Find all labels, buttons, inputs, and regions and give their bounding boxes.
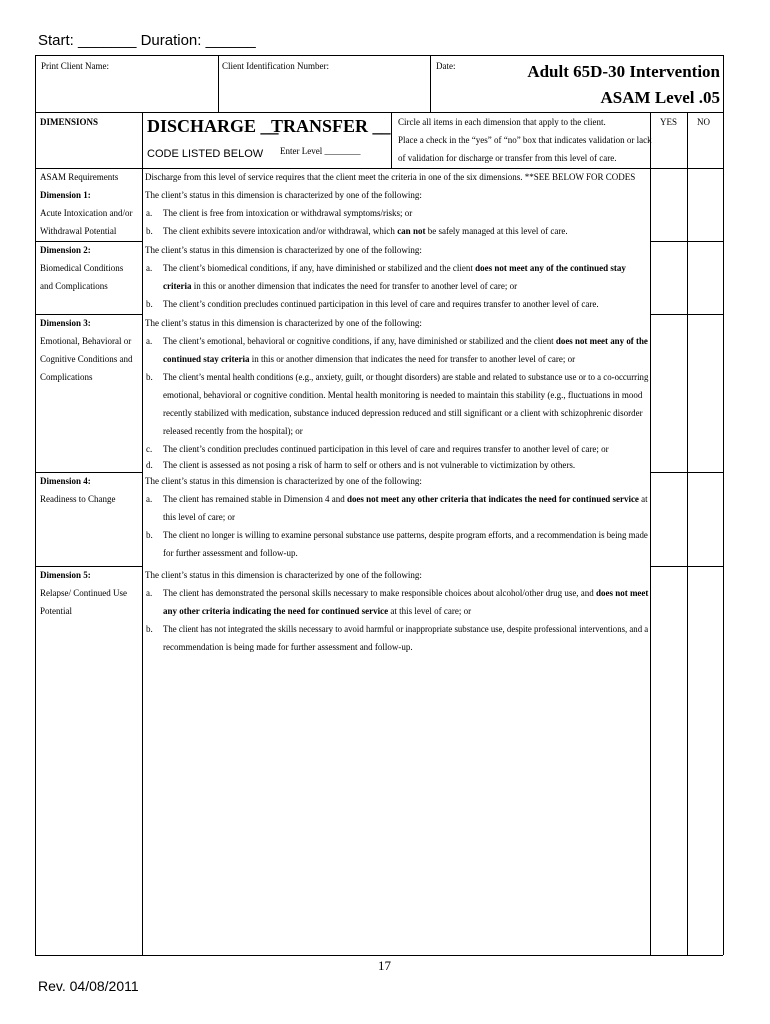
dimension-4-item-a[interactable]: The client has remained stable in Dimension 4 and does not meet any other criteria that indicates the need for continued service at [163, 494, 648, 504]
dimension-3-title: Dimension 3: [40, 318, 91, 328]
dimension-3-intro: The client’s status in this dimension is characterized by one of the following: [145, 318, 422, 328]
dimension-1-intro: The client’s status in this dimension is characterized by one of the following: [145, 190, 422, 200]
dimension-5-title: Dimension 5: [40, 570, 91, 580]
discharge-header: DISCHARGE __ [147, 116, 279, 136]
dimension-5-item-a[interactable]: The client has demonstrated the personal skills necessary to make responsible choices about alcohol/other drug use, and does not meet [163, 588, 649, 598]
dimension-3-item-a[interactable]: The client’s emotional, behavioral or cognitive conditions, if any, have diminished or stabilized and the client does not meet any of the [163, 336, 648, 346]
dimension-1-item-b[interactable]: The client exhibits severe intoxication and/or withdrawal, which can not be safely managed at this level of care. [163, 226, 568, 236]
item-marker: a. [146, 208, 153, 218]
dimension-3-item-d[interactable]: The client is assessed as not posing a risk of harm to self or others and is not vulnerable to victimization by others. [163, 460, 576, 470]
enter-level-field[interactable]: Enter Level ________ [280, 146, 361, 156]
item-marker: a. [146, 588, 153, 598]
item-marker: d. [146, 460, 153, 470]
item-marker: b. [146, 299, 153, 309]
dimension-5-subtitle: Relapse/ Continued Use [40, 588, 127, 598]
date-label: Date: [436, 61, 456, 71]
dimension-5-item-a-cont[interactable]: any other criteria indicating the need for continued service at this level of care; or [163, 606, 472, 616]
item-marker: a. [146, 494, 153, 504]
page-number: 17 [378, 958, 391, 973]
print-client-name-label: Print Client Name: [41, 61, 109, 71]
dimension-1-title: Dimension 1: [40, 190, 91, 200]
dimension-3-subtitle: Emotional, Behavioral or [40, 336, 132, 346]
dimension-3-subtitle-2: Cognitive Conditions and [40, 354, 133, 364]
dimension-2-title: Dimension 2: [40, 245, 91, 255]
form-title: Adult 65D-30 Intervention [527, 62, 720, 81]
asam-requirements-text: Discharge from this level of service requires that the client meet the criteria in one of the six dimensions. **SEE BELOW FOR CODES [145, 172, 636, 182]
item-marker: b. [146, 226, 153, 236]
client-id-label: Client Identification Number: [222, 61, 329, 71]
dimension-4-item-a-cont[interactable]: this level of care; or [163, 512, 235, 522]
dimension-5-item-b-cont[interactable]: recommendation is being made for further assessment and follow-up. [163, 642, 413, 652]
dimension-5-item-b[interactable]: The client has not integrated the skills necessary to avoid harmful or inappropriate substance use, despite professional interventions, and a [163, 624, 649, 634]
start-duration-line: Start: _______ Duration: ______ [38, 32, 256, 49]
dimension-1-subtitle-2: Withdrawal Potential [40, 226, 117, 236]
dimension-5-intro: The client’s status in this dimension is characterized by one of the following: [145, 570, 422, 580]
dimension-3-item-b[interactable]: The client’s mental health conditions (e.g., anxiety, guilt, or thought disorders) are stable and related to substance use or to a co-occurring [163, 372, 649, 382]
form-subtitle: ASAM Level .05 [600, 88, 720, 107]
dimension-5-subtitle-2: Potential [40, 606, 72, 616]
item-marker: a. [146, 263, 153, 273]
code-listed-below: CODE LISTED BELOW [147, 148, 264, 160]
no-column-header: NO [697, 117, 710, 127]
dimension-3-item-c[interactable]: The client’s condition precludes continued participation in this level of care and requires transfer to another level of care; or [163, 444, 609, 454]
dimension-4-item-b-cont[interactable]: for further assessment and follow-up. [163, 548, 298, 558]
item-marker: b. [146, 530, 153, 540]
dimension-4-item-b[interactable]: The client no longer is willing to examine personal substance use patterns, despite program efforts, and a recommendation is being made [163, 530, 648, 540]
transfer-header: TRANSFER __ [271, 116, 391, 136]
dimension-3-item-a-cont[interactable]: continued stay criteria in this or another dimension that indicates the need for transfer to another level of care; or [163, 354, 576, 364]
instructions-line1: Circle all items in each dimension that apply to the client. [398, 117, 606, 127]
dimension-2-item-b[interactable]: The client’s condition precludes continued participation in this level of care and requires transfer to another level of care. [163, 299, 599, 309]
dimension-2-intro: The client’s status in this dimension is characterized by one of the following: [145, 245, 422, 255]
dimension-1-item-a[interactable]: The client is free from intoxication or withdrawal symptoms/risks; or [163, 208, 413, 218]
dimension-2-item-a-cont[interactable]: criteria in this or another dimension that indicates the need for transfer to another level of care; or [163, 281, 518, 291]
instructions-line2: Place a check in the “yes” of “no” box that indicates validation or lack [398, 135, 652, 145]
dimension-2-item-a[interactable]: The client’s biomedical conditions, if any, have diminished or stabilized and the client does not meet any of the continued stay [163, 263, 626, 273]
item-marker: b. [146, 372, 153, 382]
dimension-2-subtitle: Biomedical Conditions [40, 263, 124, 273]
yes-column-header: YES [660, 117, 678, 127]
item-marker: c. [146, 444, 153, 454]
dimension-4-title: Dimension 4: [40, 476, 91, 486]
dimension-1-subtitle: Acute Intoxication and/or [40, 208, 133, 218]
instructions-line3: of validation for discharge or transfer from this level of care. [398, 153, 617, 163]
dimension-2-subtitle-2: and Complications [40, 281, 108, 291]
item-marker: b. [146, 624, 153, 634]
dimension-3-item-b-cont[interactable]: recently stabilized with medication, substance induced depression reduced and still significant or a client with schizophrenic disorder [163, 408, 643, 418]
revision-date: Rev. 04/08/2011 [38, 978, 139, 994]
dimensions-header: DIMENSIONS [40, 117, 99, 127]
item-marker: a. [146, 336, 153, 346]
dimension-3-subtitle-3: Complications [40, 372, 93, 382]
dimension-3-item-b-cont[interactable]: released recently from the hospital); or [163, 426, 303, 436]
asam-requirements-label: ASAM Requirements [40, 172, 119, 182]
dimension-4-subtitle: Readiness to Change [40, 494, 116, 504]
dimension-4-intro: The client’s status in this dimension is characterized by one of the following: [145, 476, 422, 486]
dimension-3-item-b-cont[interactable]: emotional, behavioral or cognitive condition. Mental health monitoring is needed to maintain this stability (e.g., fluctuations in mood [163, 390, 643, 400]
